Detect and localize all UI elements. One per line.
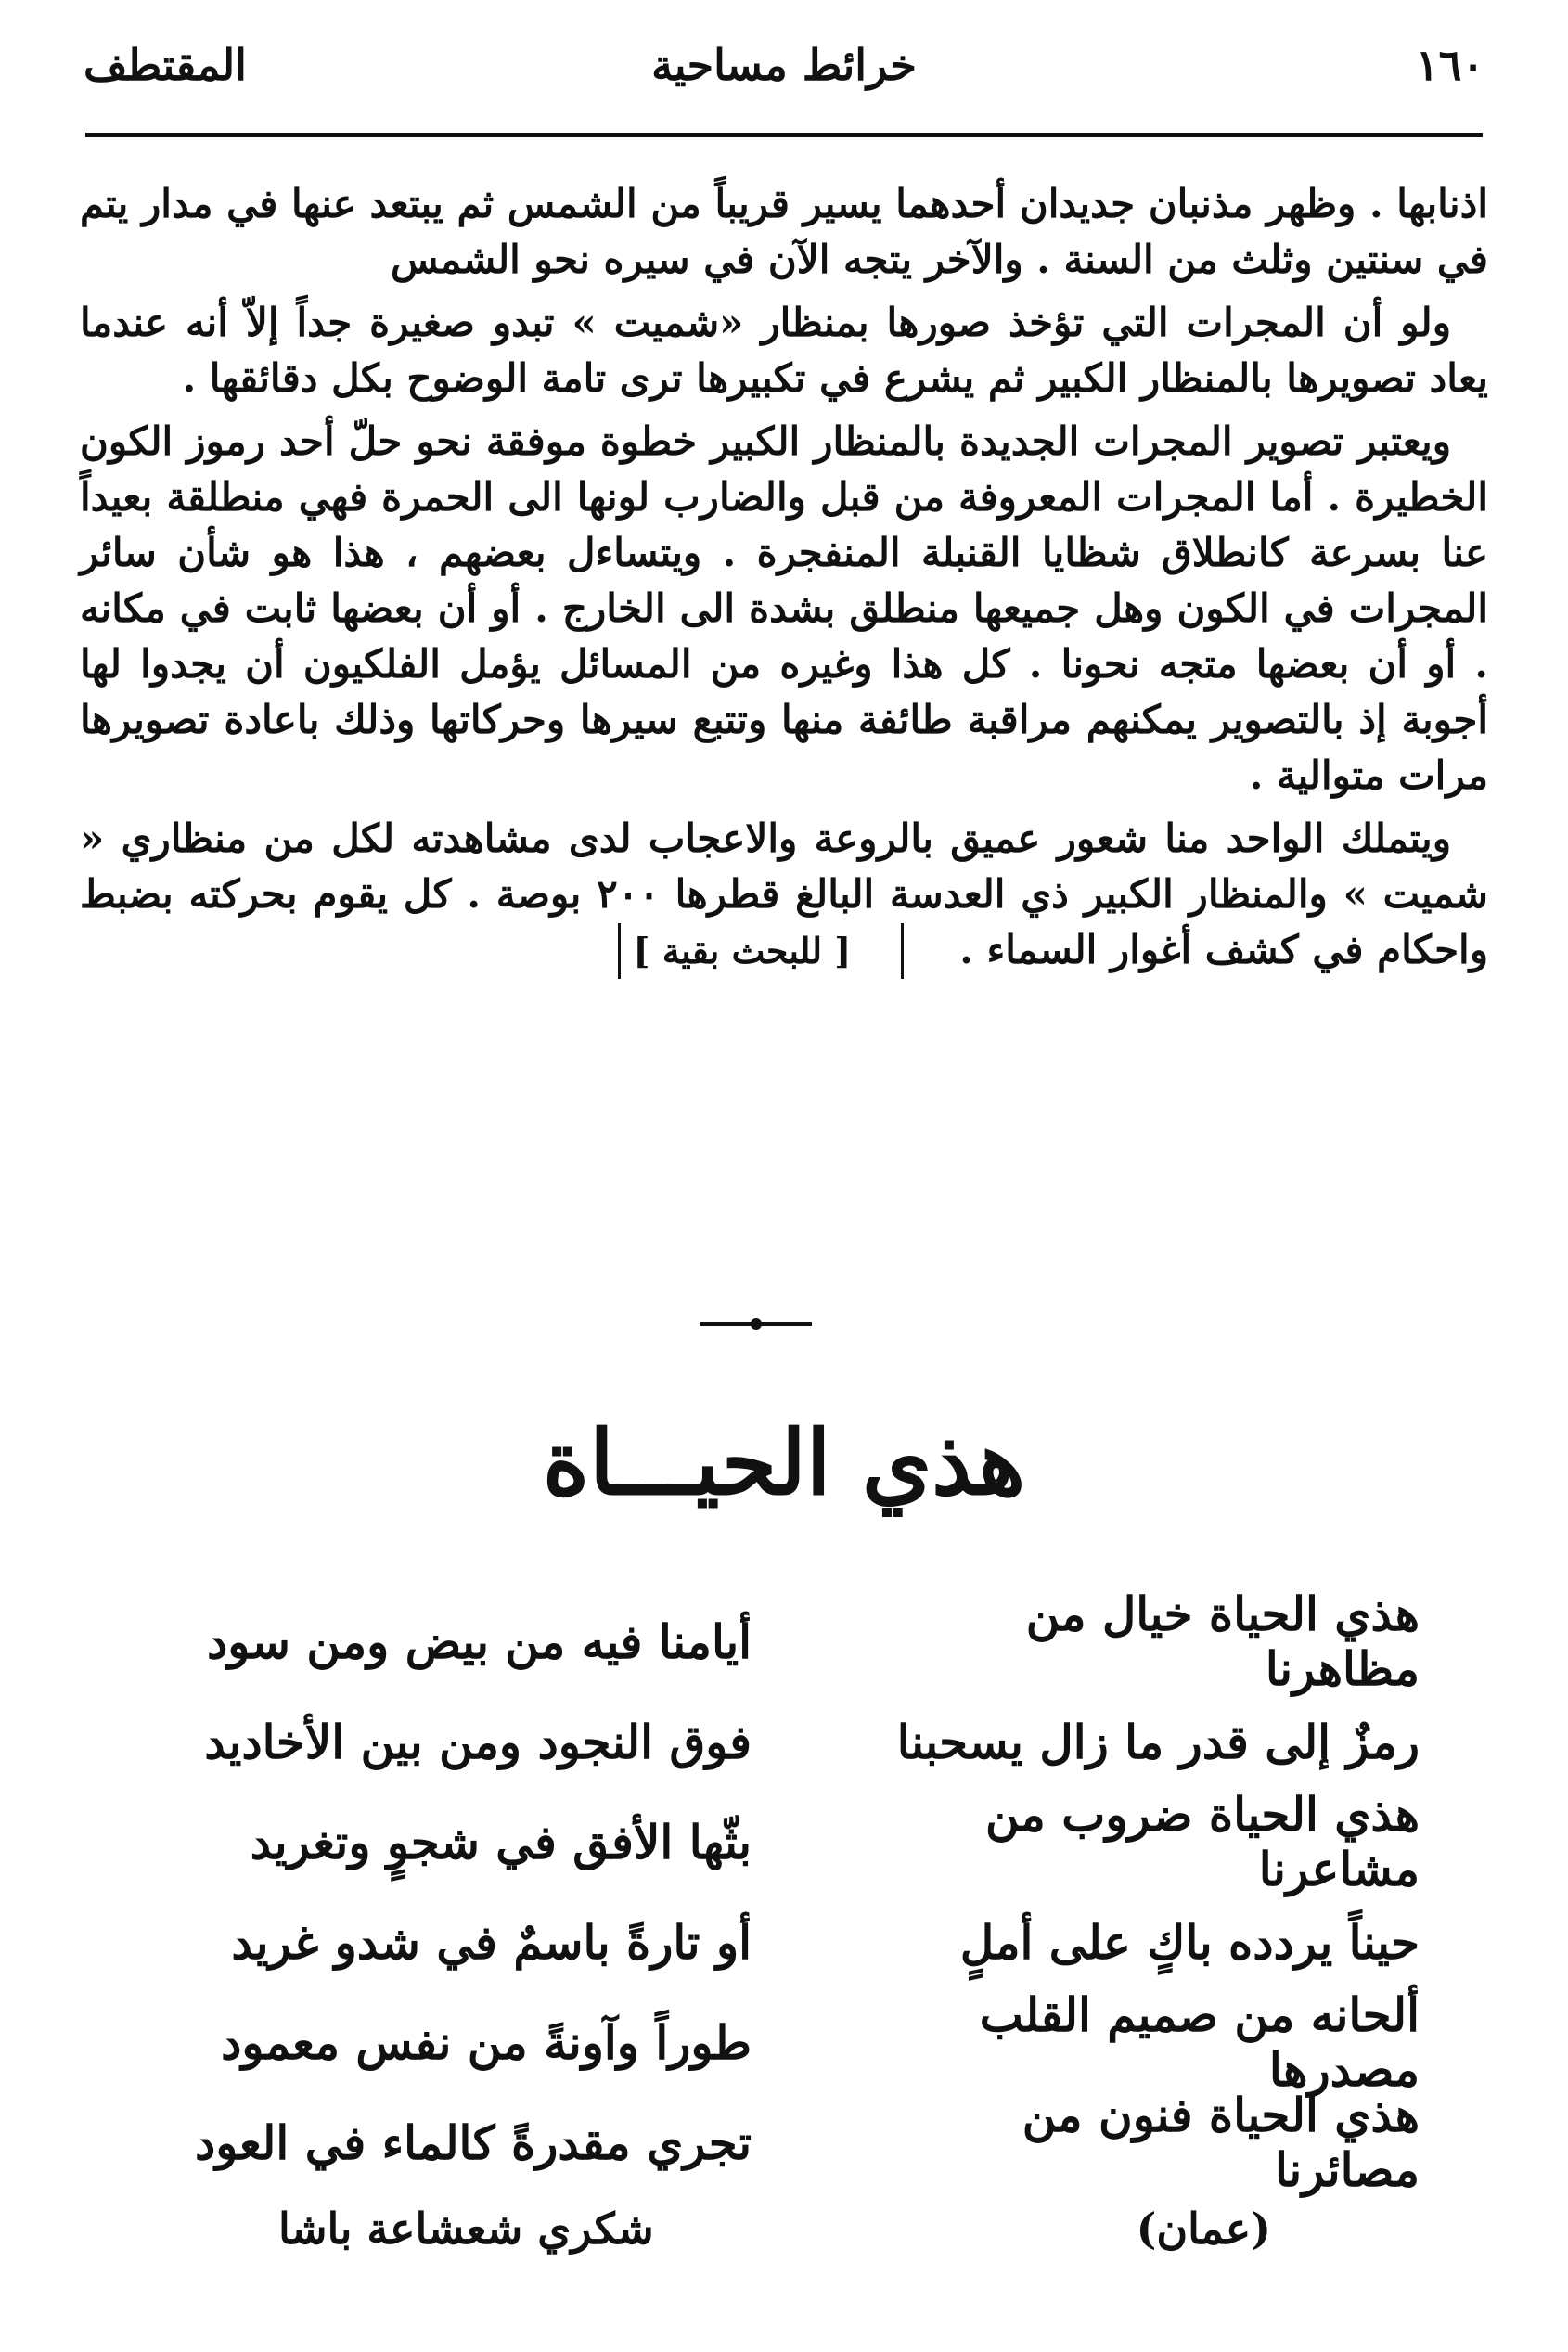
poem [158,1587,1420,2197]
section-title: خرائط مساحية [651,40,917,90]
verse-second-hemistich: طوراً وآونةً من نفس معمود [221,2014,752,2070]
verse-first-hemistich: حيناً يردده باكٍ على أملٍ [959,1914,1420,1970]
verse-second-hemistich: أيامنا فيه من بيض ومن سود [206,1613,752,1669]
header-rule [85,133,1483,137]
poem-title: هذي الحيـــاة [542,1410,1026,1515]
poem-place: (عمان) [1136,2204,1271,2254]
poem-author: شكري شعشاعة باشا [278,2204,654,2254]
separator-dot [751,1318,762,1330]
article-paragraph: ويتملك الواحد منا شعور عميق بالروعة والاعجاب لدى مشاهدته لكل من منظاري « شميت » والمنظار الكبير ذي العدسة البالغ قطرها ٢٠٠ بوصة . كل يقوم بحركته بضبط واحكام في كشف أغوار السماء . [80,816,1488,972]
verse-first-hemistich: هذي الحياة خيال من مظاهرنا [1025,1587,1420,1696]
verse-second-hemistich: فوق النجود ومن بين الأخاديد [204,1714,752,1769]
article-body [80,176,1488,986]
verse-second-hemistich: بثّها الأفق في شجوٍ وتغريد [250,1814,752,1870]
section-separator [700,1322,812,1326]
magazine-name: المقتطف [84,40,247,90]
verse-first-hemistich: رمزٌ إلى قدر ما زال يسحبنا [896,1714,1420,1769]
article-paragraph: ولو أن المجرات التي تؤخذ صورها بمنظار «شميت » تبدو صغيرة جداً إلاّ أنه عندما يعاد تصويرها بالمنظار الكبير ثم يشرع في تكبيرها ترى تامة الوضوح بكل دقائقها . [80,300,1488,401]
running-header [84,28,1484,102]
article-paragraph: اذنابها . وظهر مذنبان جديدان أحدهما يسير قريباً من الشمس ثم يبتعد عنها في مدار يتم في سنتين وثلث من السنة . والآخر يتجه الآن في سيره نحو الشمس [80,181,1488,282]
poem-verse [158,1892,1420,1992]
page-number: ١٦٠ [1415,40,1484,90]
poem-verse [158,1987,1420,2097]
poem-verse [158,1787,1420,1896]
verse-second-hemistich: أو تارةً باسمٌ في شدو غريد [231,1914,752,1970]
verse-second-hemistich: تجري مقدرةً كالماء في العود [194,2114,752,2170]
poem-verse [158,1587,1420,1696]
poem-verse [158,2088,1420,2197]
article-paragraph: ويعتبر تصوير المجرات الجديدة بالمنظار الكبير خطوة موفقة نحو حلّ أحد رموز الكون الخطيرة . أما المجرات المعروفة من قبل والضارب لونها الى الحمرة فهي منطلقة بعيداً عنا بسرعة كانطلاق شظايا القنبلة المنفجرة . ويتساءل بعضهم ، هذا هو شأن سائر المجرات في الكون وهل جميعها منطلق بشدة الى الخارج . أو أن بعضها ثابت في مكانه . أو أن بعضها متجه نحونا . كل هذا وغيره من المسائل يؤمل الفلكيون أن يجدوا لها أجوبة إذ بالتصوير يمكنهم مراقبة طائفة منها وتتبع سيرها وحركاتها وذلك باعادة تصويرها مرات متوالية . [80,418,1488,798]
verse-first-hemistich: هذي الحياة فنون من مصائرنا [1022,2088,1420,2197]
continued-note: [ للبحث بقية ] [618,923,905,979]
verse-first-hemistich: ألحانه من صميم القلب مصدرها [979,1987,1420,2097]
poem-signature [278,2204,1271,2254]
poem-verse [158,1691,1420,1792]
verse-first-hemistich: هذي الحياة ضروب من مشاعرنا [985,1787,1420,1896]
article-paragraph-last [80,811,1488,979]
